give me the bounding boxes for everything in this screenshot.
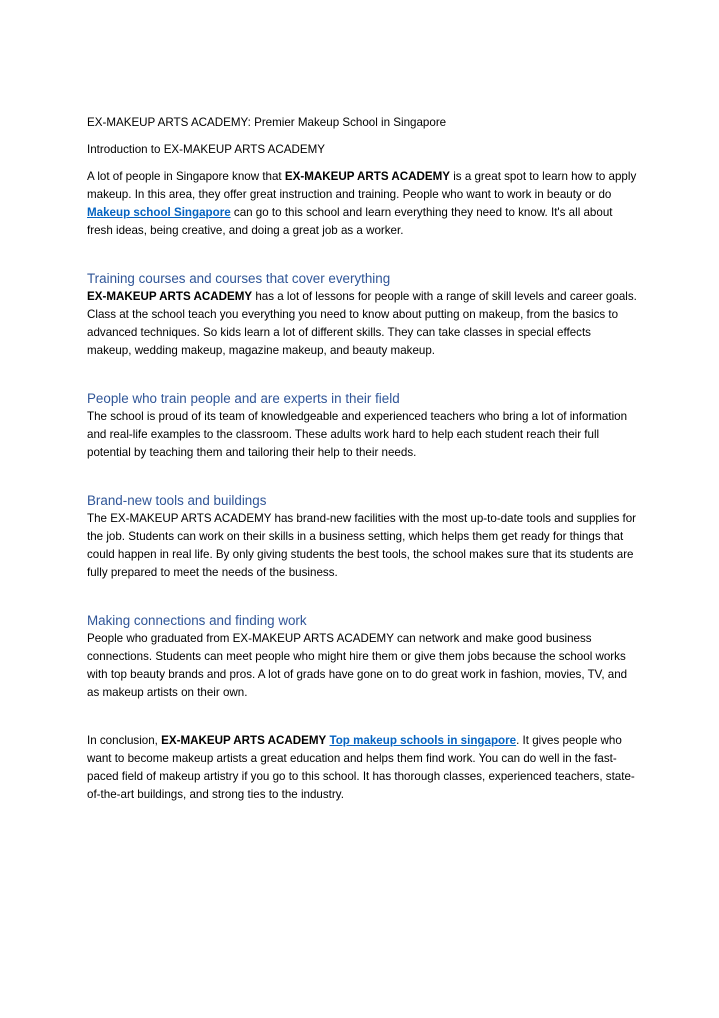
section-experts bbox=[87, 390, 637, 462]
top-makeup-schools-link[interactable]: Top makeup schools in singapore bbox=[329, 734, 517, 747]
section-heading: People who train people and are experts in their field bbox=[87, 391, 400, 406]
section-body: People who graduated from EX-MAKEUP ARTS ACADEMY can network and make good business connections. Students can meet people who might hire them or give them jobs because the school works with top beauty brands and pros. A lot of grads have gone on to do great work in fashion, movies, TV, and as makeup artists on their own. bbox=[87, 632, 628, 699]
makeup-school-singapore-link[interactable]: Makeup school Singapore bbox=[87, 206, 231, 219]
intro-text-2: is a great spot to learn how to apply makeup. In this area, they offer great instruction and training. People who want to work in beauty or do bbox=[87, 170, 637, 201]
intro-heading: Introduction to EX-MAKEUP ARTS ACADEMY bbox=[87, 143, 325, 156]
section-body: The EX-MAKEUP ARTS ACADEMY has brand-new facilities with the most up-to-date tools and supplies for the job. Students can work on their skills in a business setting, which helps them get ready for things that could happen in real life. By only giving students the best tools, the school makes sure that its students are fully prepared to meet the needs of the business. bbox=[87, 512, 637, 579]
intro-text-3: can go to this school and learn everything they need to know. It's all about fresh ideas, being creative, and doing a great job as a worker. bbox=[87, 206, 613, 237]
section-body: The school is proud of its team of knowledgeable and experienced teachers who bring a lot of information and real-life examples to the classroom. These adults work hard to help each student reach their full potential by teaching them and tailoring their help to their needs. bbox=[87, 410, 628, 459]
section-text: has a lot of lessons for people with a range of skill levels and career goals. Class at the school teach you everything you need to know about putting on makeup, from the basics to advanced techniques. So kids learn a lot of different skills. They can take classes in special effects makeup, wedding makeup, magazine makeup, and beauty makeup. bbox=[87, 290, 637, 357]
section-heading: Making connections and finding work bbox=[87, 613, 307, 628]
section-training-courses bbox=[87, 270, 637, 360]
conclusion-text-3: . It gives people who want to become makeup artists a great education and helps them find work. You can do well in the fast-paced field of makeup artistry if you go to this school. It has thorough classes, experienced teachers, state-of-the-art buildings, and strong ties to the industry. bbox=[87, 734, 635, 801]
section-heading: Training courses and courses that cover everything bbox=[87, 271, 391, 286]
document-title: EX-MAKEUP ARTS ACADEMY: Premier Makeup School in Singapore bbox=[87, 116, 447, 129]
conclusion-academy-name: EX-MAKEUP ARTS ACADEMY bbox=[161, 734, 327, 747]
section-heading: Brand-new tools and buildings bbox=[87, 493, 267, 508]
intro-paragraph bbox=[87, 168, 637, 240]
intro-text-1: A lot of people in Singapore know that bbox=[87, 170, 285, 183]
conclusion-text-1: In conclusion, bbox=[87, 734, 162, 747]
document-page bbox=[87, 114, 637, 804]
intro-academy-name: EX-MAKEUP ARTS ACADEMY bbox=[284, 170, 450, 183]
section-tools-buildings bbox=[87, 492, 637, 582]
section-body bbox=[87, 288, 637, 360]
section-academy-name: EX-MAKEUP ARTS ACADEMY bbox=[87, 290, 253, 303]
section-connections-work bbox=[87, 612, 637, 702]
conclusion-paragraph bbox=[87, 732, 637, 804]
